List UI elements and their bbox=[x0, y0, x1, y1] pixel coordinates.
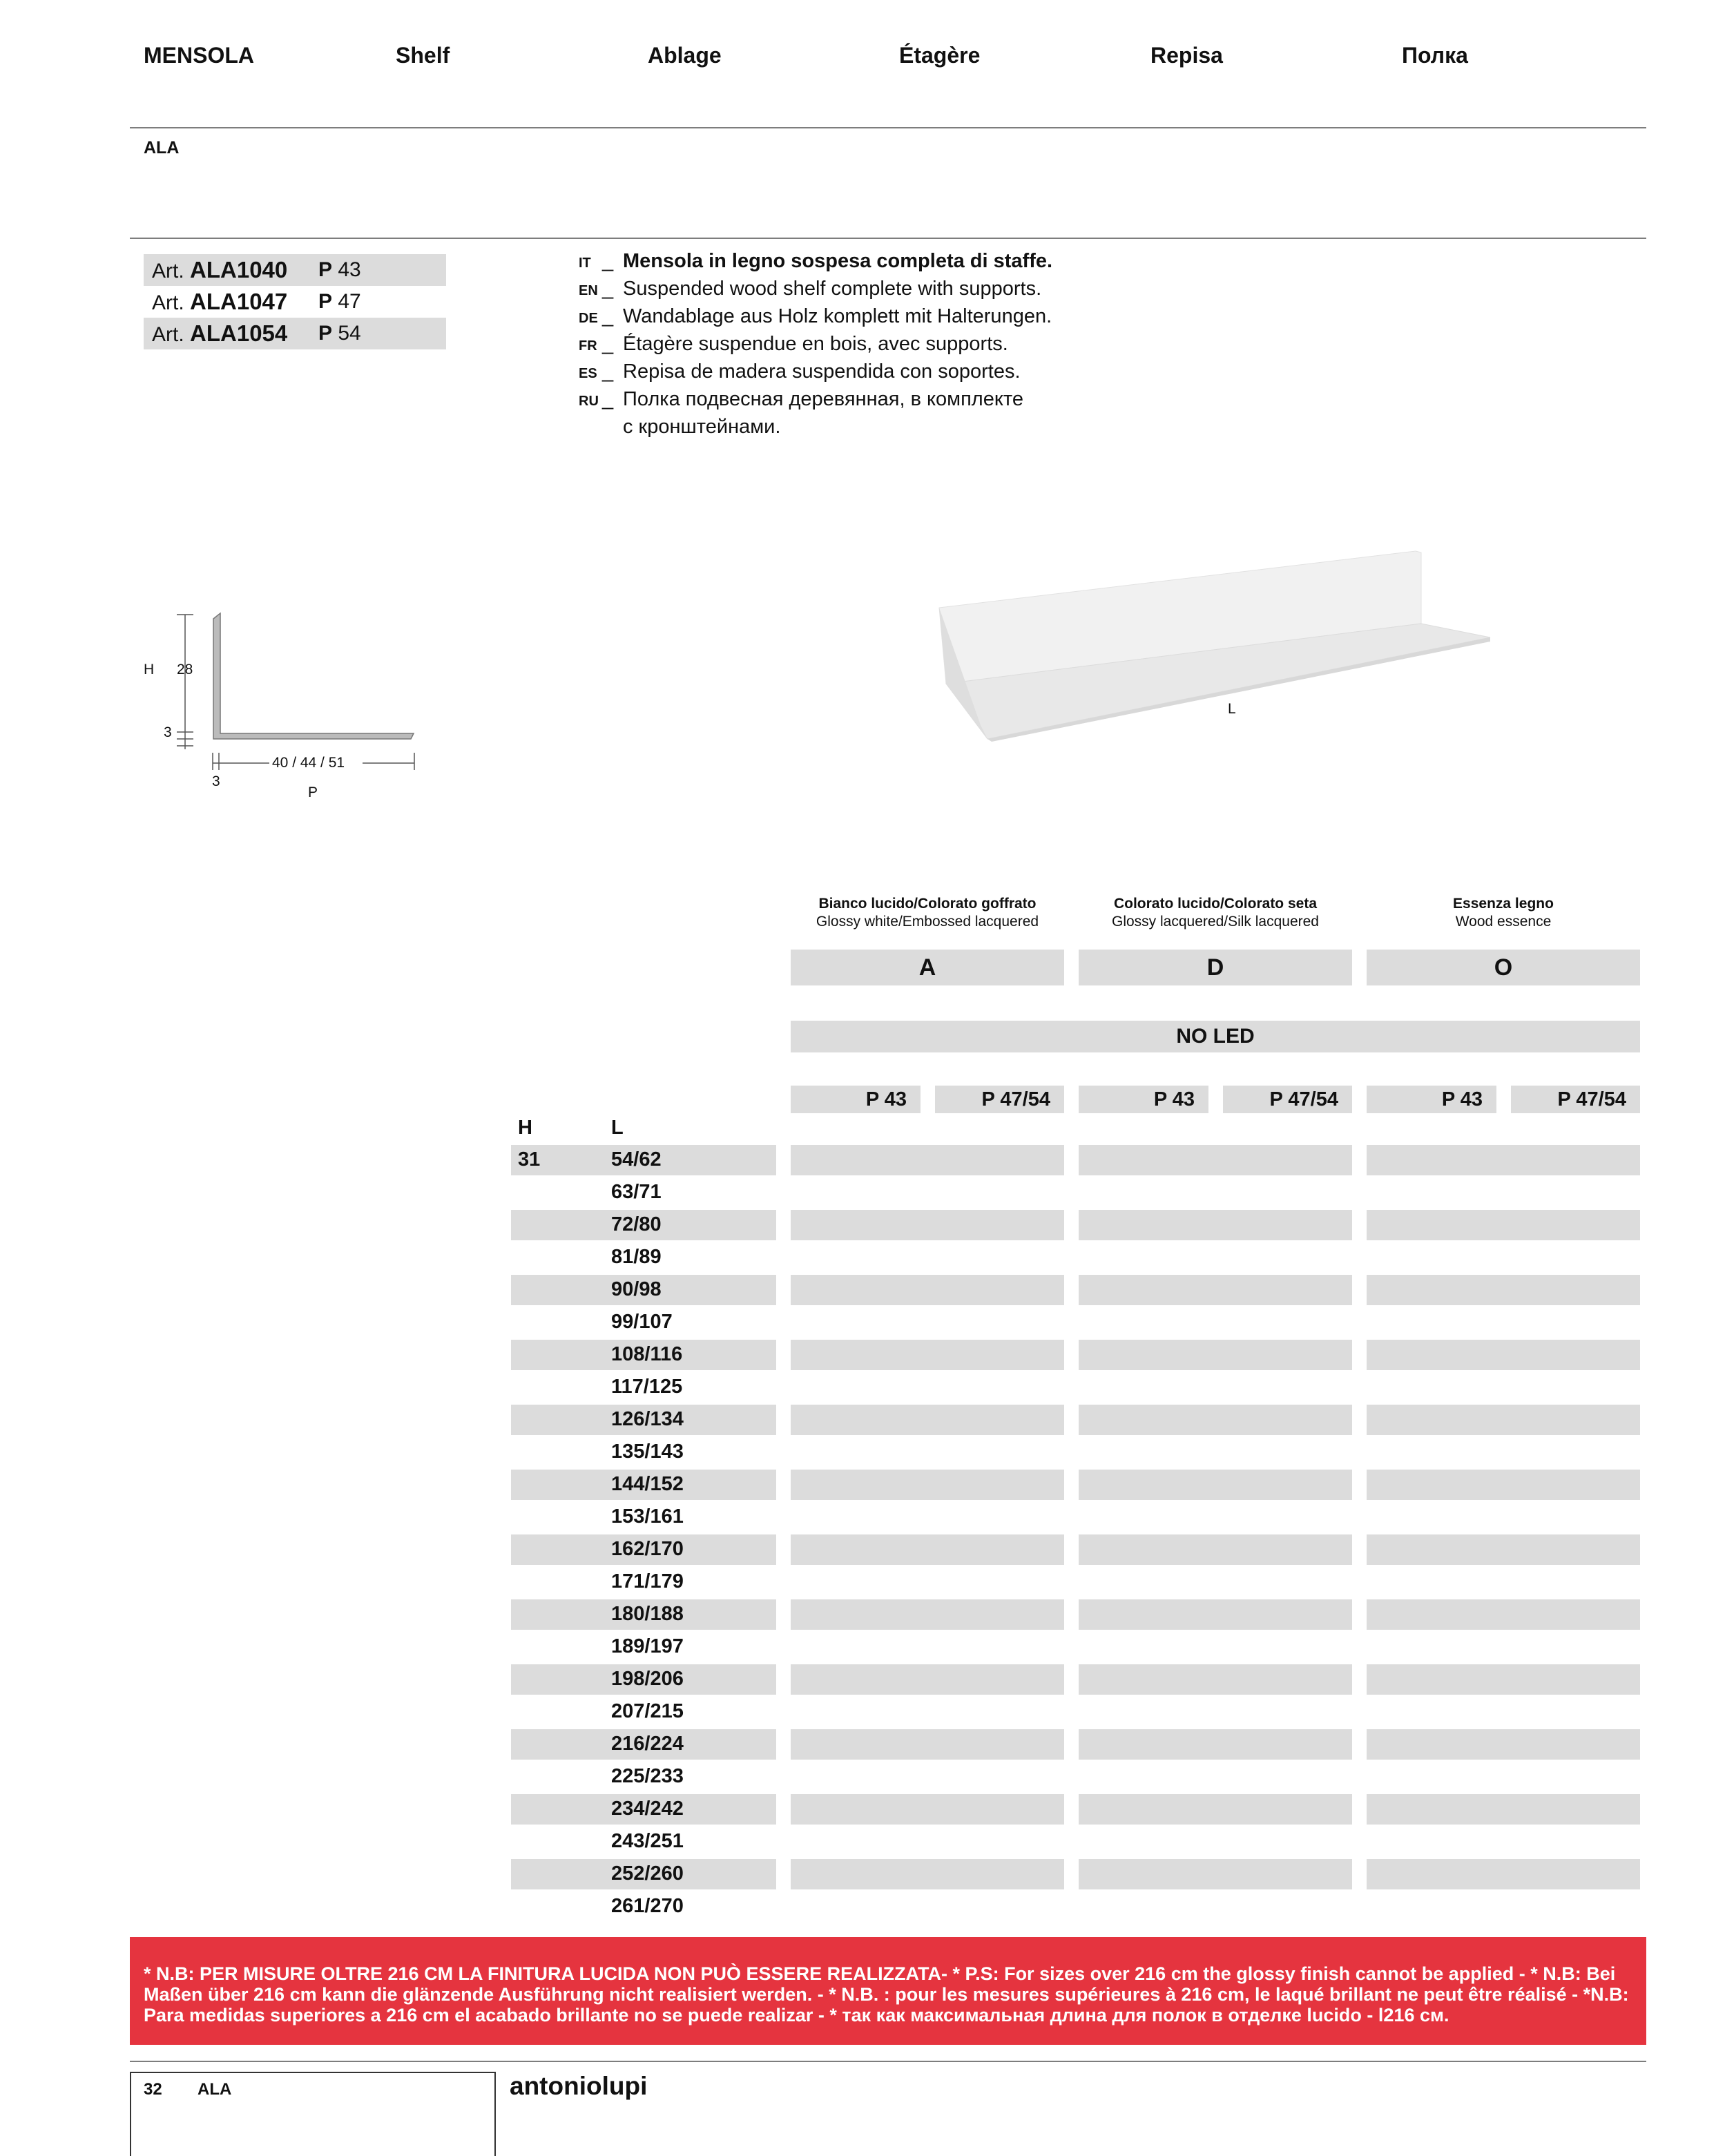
description-line: FR _ Étagère suspendue en bois, avec supports. bbox=[579, 333, 1008, 355]
table-cell bbox=[791, 1729, 1064, 1760]
shelf-render bbox=[932, 539, 1505, 746]
article-p-label: P bbox=[318, 322, 333, 345]
table-cell bbox=[1367, 1275, 1640, 1305]
table-cell bbox=[1079, 1599, 1352, 1630]
description-line: RU _ Полка подвесная деревянная, в комплекте bbox=[579, 388, 1023, 410]
table-cell bbox=[791, 1405, 1064, 1435]
l-column-header: L bbox=[611, 1117, 624, 1139]
footer-section: ALA bbox=[197, 2080, 232, 2099]
depth-col-header: P 43 bbox=[791, 1086, 921, 1113]
profile-drawing bbox=[124, 601, 442, 808]
table-cell bbox=[1367, 1405, 1640, 1435]
footer-divider bbox=[130, 2061, 1646, 2062]
table-cell bbox=[1079, 1405, 1352, 1435]
footer-box bbox=[130, 2072, 496, 2156]
table-cell bbox=[791, 1145, 1064, 1175]
length-value: 171/179 bbox=[611, 1570, 684, 1592]
length-value: 135/143 bbox=[611, 1441, 684, 1463]
length-value: 261/270 bbox=[611, 1895, 684, 1917]
h-value: 31 bbox=[518, 1148, 541, 1171]
table-cell bbox=[1079, 1859, 1352, 1889]
article-p-value: 54 bbox=[338, 322, 361, 345]
section-divider bbox=[130, 238, 1646, 239]
article-prefix: Art. bbox=[152, 260, 184, 282]
h-value: 28 bbox=[177, 662, 193, 677]
no-led-bar: NO LED bbox=[791, 1021, 1640, 1052]
finish-header: Colorato lucido/Colorato seta Glossy lacquered/Silk lacquered bbox=[1112, 896, 1319, 930]
table-cell bbox=[1079, 1534, 1352, 1565]
length-value: 153/161 bbox=[611, 1505, 684, 1528]
description-block bbox=[579, 249, 1052, 440]
table-cell bbox=[791, 1664, 1064, 1695]
length-value: 99/107 bbox=[611, 1311, 673, 1333]
shelf-profile-shape bbox=[213, 613, 414, 739]
brand-logo: antoniolupi bbox=[510, 2072, 648, 2100]
article-p-value: 47 bbox=[338, 290, 361, 313]
article-prefix: Art. bbox=[152, 291, 184, 314]
table-cell bbox=[1079, 1210, 1352, 1240]
table-cell bbox=[1079, 1470, 1352, 1500]
section-title: ALA bbox=[144, 138, 180, 157]
table-cell bbox=[791, 1794, 1064, 1825]
h-column-header: H bbox=[518, 1117, 532, 1139]
description-line: ES _ Repisa de madera suspendida con soportes. bbox=[579, 360, 1021, 383]
table-cell bbox=[1367, 1145, 1640, 1175]
finish-code: O bbox=[1367, 950, 1640, 985]
length-value: 243/251 bbox=[611, 1830, 684, 1852]
table-cell bbox=[791, 1859, 1064, 1889]
length-value: 90/98 bbox=[611, 1278, 662, 1300]
length-value: 162/170 bbox=[611, 1538, 684, 1560]
article-row bbox=[144, 286, 446, 318]
table-cell bbox=[1079, 1664, 1352, 1695]
length-value: 189/197 bbox=[611, 1635, 684, 1657]
finish-header: Bianco lucido/Colorato goffrato Glossy white/Embossed lacquered bbox=[816, 896, 1039, 930]
table-cell bbox=[791, 1275, 1064, 1305]
depth-col-header: P 47/54 bbox=[935, 1086, 1064, 1113]
table-cell bbox=[1367, 1470, 1640, 1500]
title-de: Ablage bbox=[648, 43, 722, 68]
table-cell bbox=[1367, 1210, 1640, 1240]
length-value: 252/260 bbox=[611, 1863, 684, 1885]
warning-note: * N.B: PER MISURE OLTRE 216 CM LA FINITURA LUCIDA NON PUÒ ESSERE REALIZZATA- * P.S: For sizes over 216 cm the glossy finish cannot be applied - * N.B: Bei Maßen über 216 cm kann die glänzende Ausführung nicht realisiert werden. - * N.B. : pour les mesures supérieures à 216 cm, le laqué brillant ne peut être réalisé - *N.B: Para medidas superiores a 216 cm el acabado brillante no se puede realizar - * так как максимальная длина для полок в отделке lucido - l216 см. bbox=[130, 1937, 1646, 2045]
table-cell bbox=[1367, 1859, 1640, 1889]
length-value: 63/71 bbox=[611, 1181, 662, 1203]
header-divider bbox=[130, 127, 1646, 128]
table-cell bbox=[1367, 1599, 1640, 1630]
length-value: 126/134 bbox=[611, 1408, 684, 1430]
length-value: 108/116 bbox=[611, 1343, 683, 1365]
page-number: 32 bbox=[144, 2080, 162, 2099]
table-cell bbox=[791, 1470, 1064, 1500]
table-cell bbox=[791, 1340, 1064, 1370]
length-value: 144/152 bbox=[611, 1473, 684, 1495]
length-value: 207/215 bbox=[611, 1700, 684, 1722]
table-cell bbox=[791, 1534, 1064, 1565]
article-code: ALA1047 bbox=[190, 289, 288, 314]
table-cell bbox=[1079, 1729, 1352, 1760]
length-value: 234/242 bbox=[611, 1798, 684, 1820]
title-es: Repisa bbox=[1150, 43, 1223, 68]
table-cell bbox=[1079, 1145, 1352, 1175]
table-cell bbox=[1079, 1794, 1352, 1825]
title-en: Shelf bbox=[396, 43, 450, 68]
table-cell bbox=[791, 1599, 1064, 1630]
description-line: с кронштейнами. bbox=[623, 416, 781, 438]
h-label: H bbox=[144, 662, 155, 677]
thickness-v-value: 3 bbox=[164, 724, 172, 740]
article-row bbox=[144, 318, 446, 349]
title-ru: Полка bbox=[1402, 43, 1468, 68]
depth-col-header: P 43 bbox=[1079, 1086, 1208, 1113]
length-value: 117/125 bbox=[611, 1376, 683, 1398]
article-code: ALA1040 bbox=[190, 257, 288, 282]
finish-code: D bbox=[1079, 950, 1352, 985]
description-line: EN _ Suspended wood shelf complete with supports. bbox=[579, 278, 1042, 300]
table-cell bbox=[1367, 1340, 1640, 1370]
length-value: 54/62 bbox=[611, 1148, 662, 1171]
finish-header: Essenza legno Wood essence bbox=[1453, 896, 1554, 930]
article-prefix: Art. bbox=[152, 323, 184, 346]
article-p-label: P bbox=[318, 290, 333, 313]
length-value: 198/206 bbox=[611, 1668, 684, 1690]
table-cell bbox=[1367, 1794, 1640, 1825]
article-code: ALA1054 bbox=[190, 320, 288, 346]
thickness-h-value: 3 bbox=[212, 773, 220, 789]
length-value: 225/233 bbox=[611, 1765, 684, 1787]
title-it: MENSOLA bbox=[144, 43, 254, 68]
article-p-value: 43 bbox=[338, 258, 361, 281]
table-cell bbox=[1367, 1729, 1640, 1760]
table-cell bbox=[1079, 1340, 1352, 1370]
length-value: 216/224 bbox=[611, 1733, 684, 1755]
l-label: L bbox=[1228, 701, 1236, 717]
depth-col-header: P 47/54 bbox=[1223, 1086, 1352, 1113]
table-cell bbox=[1079, 1275, 1352, 1305]
length-value: 180/188 bbox=[611, 1603, 684, 1625]
table-cell bbox=[1367, 1534, 1640, 1565]
article-p-label: P bbox=[318, 258, 333, 281]
article-row bbox=[144, 254, 446, 286]
length-value: 72/80 bbox=[611, 1213, 662, 1235]
finish-code: A bbox=[791, 950, 1064, 985]
description-line: IT _ Mensola in legno sospesa completa di staffe. bbox=[579, 250, 1053, 272]
depth-col-header: P 47/54 bbox=[1511, 1086, 1640, 1113]
p-label: P bbox=[308, 785, 318, 800]
title-fr: Étagère bbox=[899, 43, 981, 68]
depth-col-header: P 43 bbox=[1367, 1086, 1496, 1113]
table-cell bbox=[791, 1210, 1064, 1240]
table-cell bbox=[1367, 1664, 1640, 1695]
length-value: 81/89 bbox=[611, 1246, 662, 1268]
depth-values: 40 / 44 / 51 bbox=[272, 755, 345, 771]
description-line: DE _ Wandablage aus Holz komplett mit Halterungen. bbox=[579, 305, 1052, 327]
